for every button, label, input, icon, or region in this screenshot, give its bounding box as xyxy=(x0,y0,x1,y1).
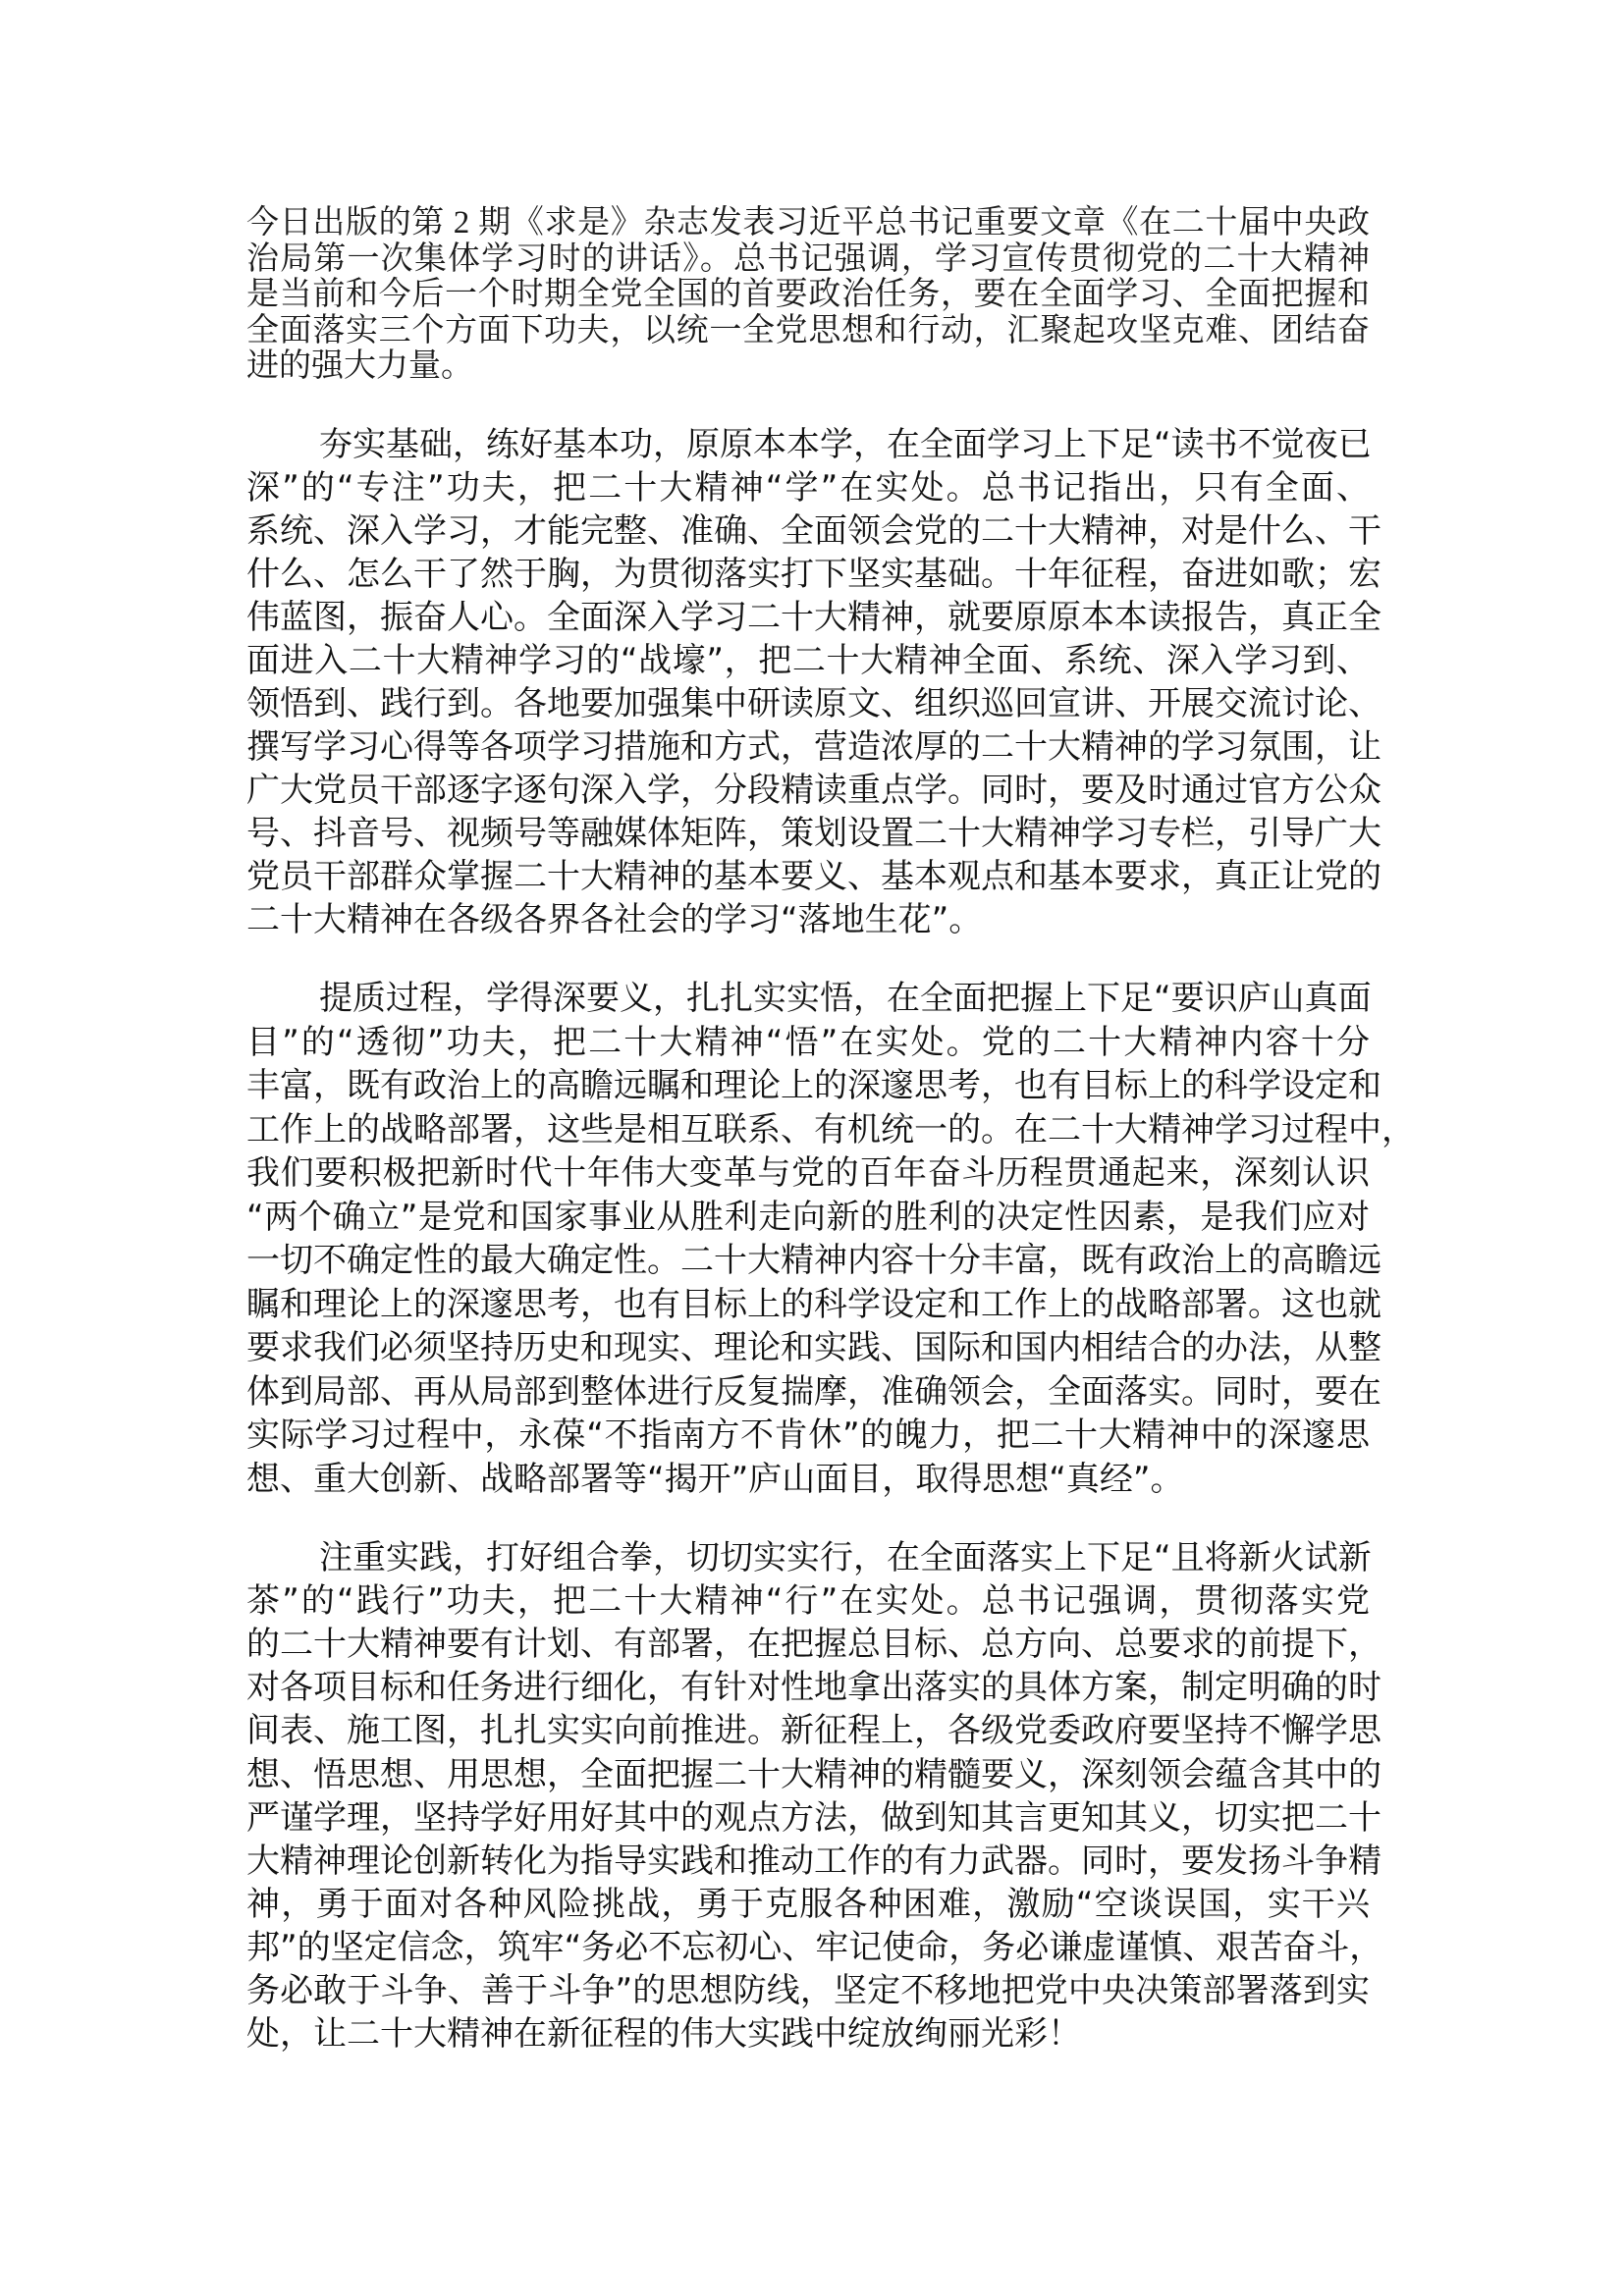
paragraph-line: 我们要积极把新时代十年伟大变革与党的百年奋斗历程贯通起来，深刻认识 xyxy=(246,1153,1370,1193)
paragraph-line: 大精神理论创新转化为指导实践和推动工作的有力武器。同时，要发扬斗争精 xyxy=(246,1841,1381,1881)
paragraph-line: 邦”的坚定信念，筑牢“务必不忘初心、牢记使命，务必谦虚谨慎、艰苦奋斗， xyxy=(246,1927,1383,1967)
paragraph-line: 领悟到、践行到。各地要加强集中研读原文、组织巡回宣讲、开展交流讨论、 xyxy=(246,684,1381,723)
paragraph-line: 系统、深入学习，才能完整、准确、全面领会党的二十大精神，对是什么、干 xyxy=(246,511,1381,551)
paragraph-line: 提质过程，学得深要义，扎扎实实悟，在全面把握上下足“要识庐山真面 xyxy=(319,979,1372,1018)
paragraph-line: 一切不确定性的最大确定性。二十大精神内容十分丰富，既有政治上的高瞻远 xyxy=(246,1241,1381,1280)
paragraph-line: 神，勇于面对各种风险挑战，勇于克服各种困难，激励“空谈误国，实干兴 xyxy=(246,1884,1370,1924)
paragraph-line: 是当前和今后一个时期全党全国的首要政治任务，要在全面学习、全面把握和 xyxy=(246,277,1370,312)
paragraph-line: 撰写学习心得等各项学习措施和方式，营造浓厚的二十大精神的学习氛围，让 xyxy=(246,727,1381,767)
paragraph-line: 号、抖音号、视频号等融媒体矩阵，策划设置二十大精神学习专栏，引导广大 xyxy=(246,814,1381,853)
paragraph-line: 什么、怎么干了然于胸，为贯彻落实打下坚实基础。十年征程，奋进如歌；宏 xyxy=(246,555,1381,594)
paragraph-line: 实际学习过程中，永葆“不指南方不肯休”的魄力，把二十大精神中的深邃思 xyxy=(246,1415,1370,1455)
paragraph-line: 夯实基础，练好基本功，原原本本学，在全面学习上下足“读书不觉夜已 xyxy=(319,425,1372,464)
paragraph-line: 务必敢于斗争、善于斗争”的思想防线，坚定不移地把党中央决策部署落到实 xyxy=(246,1971,1370,2010)
paragraph-line: 想、悟思想、用思想，全面把握二十大精神的精髓要义，深刻领会蕴含其中的 xyxy=(246,1754,1381,1794)
paragraph-line: 面进入二十大精神学习的“战壕”，把二十大精神全面、系统、深入学习到、 xyxy=(246,641,1370,680)
paragraph-line: 党员干部群众掌握二十大精神的基本要义、基本观点和基本要求，真正让党的 xyxy=(246,857,1381,896)
paragraph-line: 注重实践，打好组合拳，切切实实行，在全面落实上下足“且将新火试新 xyxy=(319,1538,1372,1577)
paragraph-line: 工作上的战略部署，这些是相互联系、有机统一的。在二十大精神学习过程中， xyxy=(246,1109,1415,1149)
paragraph-line: 间表、施工图，扎扎实实向前推进。新征程上，各级党委政府要坚持不懈学思 xyxy=(246,1711,1381,1751)
paragraph-line: 进的强大力量。 xyxy=(246,348,473,384)
paragraph-line: 要求我们必须坚持历史和现实、理论和实践、国际和国内相结合的办法，从整 xyxy=(246,1328,1381,1367)
paragraph-line: 深”的“专注”功夫，把二十大精神“学”在实处。总书记指出，只有全面、 xyxy=(246,468,1370,507)
paragraph-line: 二十大精神在各级各界各社会的学习“落地生花”。 xyxy=(246,900,983,939)
paragraph-line: 想、重大创新、战略部署等“揭开”庐山面目，取得思想“真经”。 xyxy=(246,1459,1184,1499)
paragraph-line: 伟蓝图，振奋人心。全面深入学习二十大精神，就要原原本本读报告，真正全 xyxy=(246,598,1381,637)
paragraph-line: 今日出版的第 2 期《求是》杂志发表习近平总书记重要文章《在二十届中央政 xyxy=(246,205,1370,240)
paragraph-line: 瞩和理论上的深邃思考，也有目标上的科学设定和工作上的战略部署。这也就 xyxy=(246,1284,1381,1324)
paragraph-line: 丰富，既有政治上的高瞻远瞩和理论上的深邃思考，也有目标上的科学设定和 xyxy=(246,1066,1381,1105)
paragraph-line: 目”的“透彻”功夫，把二十大精神“悟”在实处。党的二十大精神内容十分 xyxy=(246,1022,1370,1062)
paragraph-line: 广大党员干部逐字逐句深入学，分段精读重点学。同时，要及时通过官方公众 xyxy=(246,771,1381,810)
paragraph-line: 对各项目标和任务进行细化，有针对性地拿出落实的具体方案，制定明确的时 xyxy=(246,1668,1381,1708)
paragraph-line: 治局第一次集体学习时的讲话》。总书记强调，学习宣传贯彻党的二十大精神 xyxy=(246,240,1370,277)
paragraph-line: “两个确立”是党和国家事业从胜利走向新的胜利的决定性因素，是我们应对 xyxy=(246,1197,1370,1237)
paragraph-line: 全面落实三个方面下功夫，以统一全党思想和行动，汇聚起攻坚克难、团结奋 xyxy=(246,312,1370,348)
paragraph-line: 的二十大精神要有计划、有部署，在把握总目标、总方向、总要求的前提下， xyxy=(246,1625,1381,1665)
paragraph-line: 严谨学理，坚持学好用好其中的观点方法，做到知其言更知其义，切实把二十 xyxy=(246,1797,1381,1838)
paragraph-line: 茶”的“践行”功夫，把二十大精神“行”在实处。总书记强调，贯彻落实党 xyxy=(246,1581,1370,1622)
paragraph-line: 处，让二十大精神在新征程的伟大实践中绽放绚丽光彩！ xyxy=(246,2014,1081,2055)
paragraph-line: 体到局部、再从局部到整体进行反复揣摩，准确领会，全面落实。同时，要在 xyxy=(246,1371,1381,1412)
